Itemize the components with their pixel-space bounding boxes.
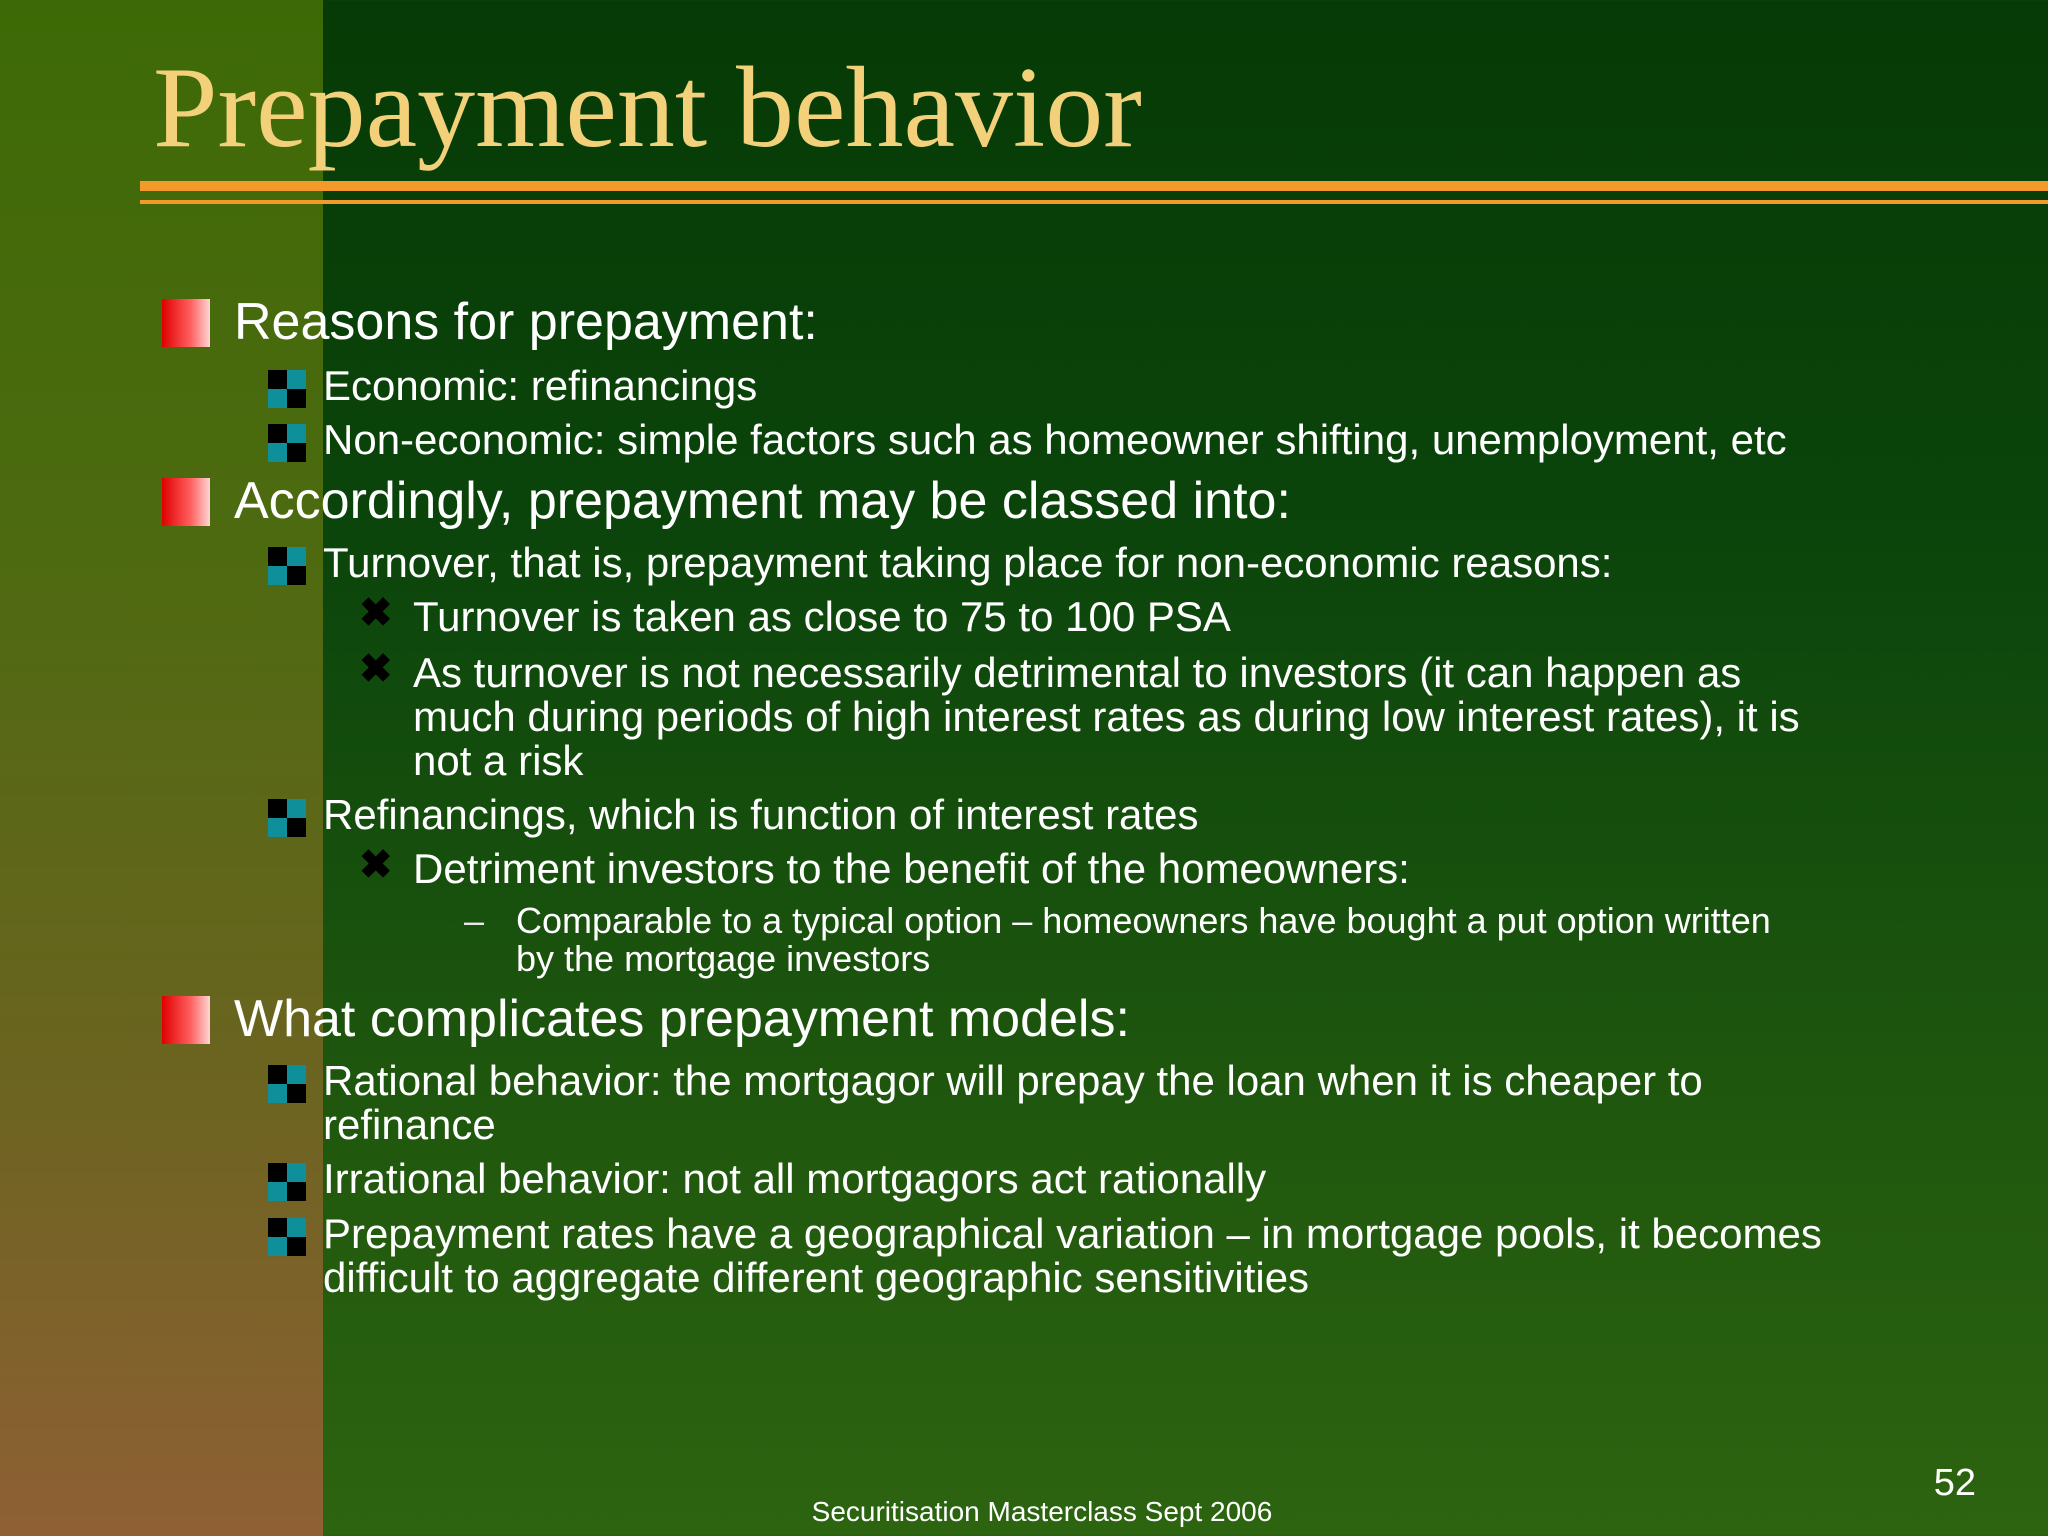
checkered-square-bullet-icon xyxy=(268,1163,306,1201)
slide-title: Prepayment behavior xyxy=(153,44,1142,172)
sub-bullet-geographical-variation: Prepayment rates have a geographical variation – in mortgage pools, it becomes difficult to aggregate different geographic sensitivities xyxy=(323,1212,1822,1300)
red-square-bullet-icon xyxy=(162,996,210,1044)
left-color-band xyxy=(0,0,323,1536)
checkered-square-bullet-icon xyxy=(268,370,306,408)
checkered-square-bullet-icon xyxy=(268,799,306,837)
red-square-bullet-icon xyxy=(162,299,210,347)
checkered-square-bullet-icon xyxy=(268,1218,306,1256)
bullet-what-complicates: What complicates prepayment models: xyxy=(234,990,1130,1048)
sub-bullet-rational-behavior: Rational behavior: the mortgagor will prepay the loan when it is cheaper to refinance xyxy=(323,1059,1703,1147)
x-mark-bullet-icon: ✖ xyxy=(359,591,393,635)
x-mark-bullet-icon: ✖ xyxy=(359,843,393,887)
checkered-square-bullet-icon xyxy=(268,1065,306,1103)
checkered-square-bullet-icon xyxy=(268,424,306,462)
sub-bullet-refinancings: Refinancings, which is function of interest rates xyxy=(323,793,1198,837)
point-turnover-psa: ✖ Turnover is taken as close to 75 to 100 PSA xyxy=(359,591,1231,640)
page-number: 52 xyxy=(1933,1462,1976,1504)
title-rule-thin xyxy=(140,200,2048,204)
detail-put-option: – Comparable to a typical option – homeowners have bought a put option written by the mortgage investors xyxy=(464,900,1771,979)
sub-bullet-non-economic: Non-economic: simple factors such as homeowner shifting, unemployment, etc xyxy=(323,418,1787,462)
slide-footer: Securitisation Masterclass Sept 2006 xyxy=(811,1496,1273,1527)
sub-bullet-economic: Economic: refinancings xyxy=(323,364,757,408)
dash-bullet-icon: – xyxy=(464,900,485,941)
sub-bullet-irrational-behavior: Irrational behavior: not all mortgagors act rationally xyxy=(323,1157,1266,1201)
x-mark-bullet-icon: ✖ xyxy=(359,647,393,691)
red-square-bullet-icon xyxy=(162,478,210,526)
point-turnover-not-risk: ✖ As turnover is not necessarily detrimental to investors (it can happen as much during periods of high interest rates as during low interest rates), it is not a risk xyxy=(359,647,1800,784)
bullet-accordingly: Accordingly, prepayment may be classed into: xyxy=(234,472,1291,530)
sub-bullet-turnover: Turnover, that is, prepayment taking place for non-economic reasons: xyxy=(323,541,1612,585)
checkered-square-bullet-icon xyxy=(268,547,306,585)
bullet-reasons-for-prepayment: Reasons for prepayment: xyxy=(234,293,818,351)
title-rule-thick xyxy=(140,181,2048,191)
point-detriment-investors: ✖ Detriment investors to the benefit of the homeowners: xyxy=(359,843,1410,892)
